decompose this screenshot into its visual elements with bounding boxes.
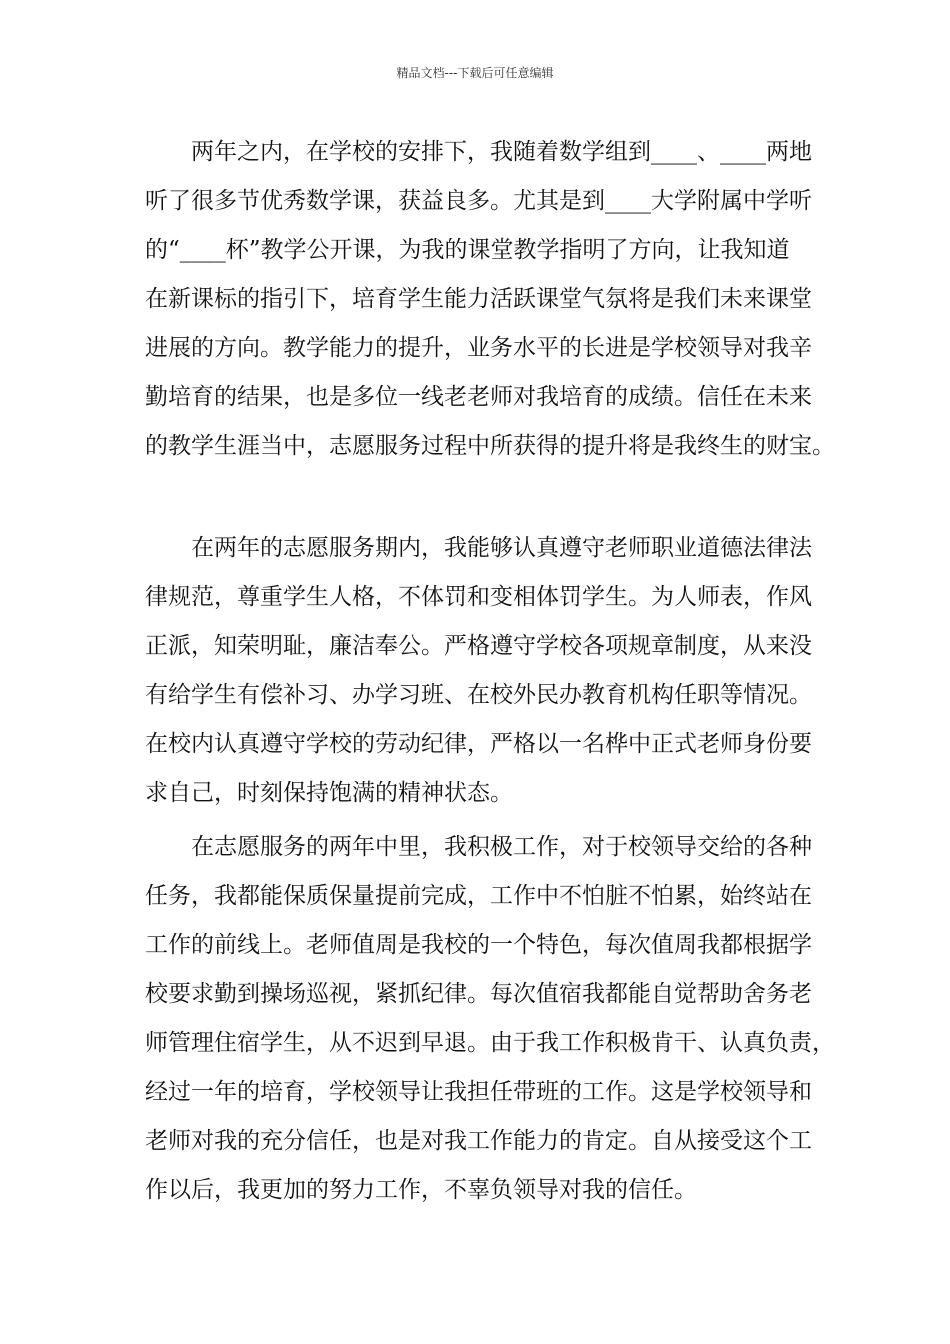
paragraph-3 (145, 823, 835, 1215)
paragraph-line: 律规范，尊重学生人格，不体罚和变相体罚学生。为人师表，作风 (145, 584, 812, 610)
paragraph-1 (145, 128, 835, 471)
paragraph-line: 听了很多节优秀数学课，获益良多。尤其是到____大学附属中学听 (145, 188, 812, 214)
paragraph-line: 老师对我的充分信任，也是对我工作能力的肯定。自从接受这个工 (145, 1128, 812, 1154)
paragraph-line: 经过一年的培育，学校领导让我担任带班的工作。这是学校领导和 (145, 1079, 812, 1105)
paragraph-line: 有给学生有偿补习、办学习班、在校外民办教育机构任职等情况。 (145, 682, 812, 708)
paragraph-line: 工作的前线上。老师值周是我校的一个特色，每次值周我都根据学 (145, 932, 812, 958)
paragraph-line: 求自己，时刻保持饱满的精神状态。 (145, 780, 513, 806)
paragraph-line: 师管理住宿学生，从不迟到早退。由于我工作积极肯干、认真负责， (145, 1030, 835, 1056)
paragraph-line: 在志愿服务的两年中里，我积极工作，对于校领导交给的各种 (191, 834, 812, 860)
paragraph-line: 任务，我都能保质保量提前完成，工作中不怕脏不怕累，始终站在 (145, 883, 812, 909)
paragraph-line: 两年之内，在学校的安排下，我随着数学组到____、____两地 (191, 139, 812, 165)
paragraph-line: 勤培育的结果，也是多位一线老老师对我培育的成绩。信任在未来 (145, 384, 812, 410)
paragraph-line: 正派，知荣明耻，廉洁奉公。严格遵守学校各项规章制度，从来没 (145, 633, 812, 659)
paragraph-line: 的教学生涯当中，志愿服务过程中所获得的提升将是我终生的财宝。 (145, 433, 835, 459)
paragraph-2 (145, 524, 810, 818)
paragraph-line: 在两年的志愿服务期内，我能够认真遵守老师职业道德法律法 (191, 535, 812, 561)
page-header: 精品文档---下载后可任意编辑 (396, 66, 554, 80)
paragraph-line: 在校内认真遵守学校的劳动纪律，严格以一名桦中正式老师身份要 (145, 731, 812, 757)
paragraph-line: 作以后，我更加的努力工作，不辜负领导对我的信任。 (145, 1177, 697, 1203)
paragraph-line: 的“____杯”教学公开课，为我的课堂教学指明了方向，让我知道 (145, 237, 790, 263)
paragraph-line: 在新课标的指引下，培育学生能力活跃课堂气氛将是我们未来课堂 (145, 286, 812, 312)
paragraph-line: 进展的方向。教学能力的提升，业务水平的长进是学校领导对我辛 (145, 335, 812, 361)
paragraph-line: 校要求勤到操场巡视，紧抓纪律。每次值宿我都能自觉帮助舍务老 (145, 981, 812, 1007)
